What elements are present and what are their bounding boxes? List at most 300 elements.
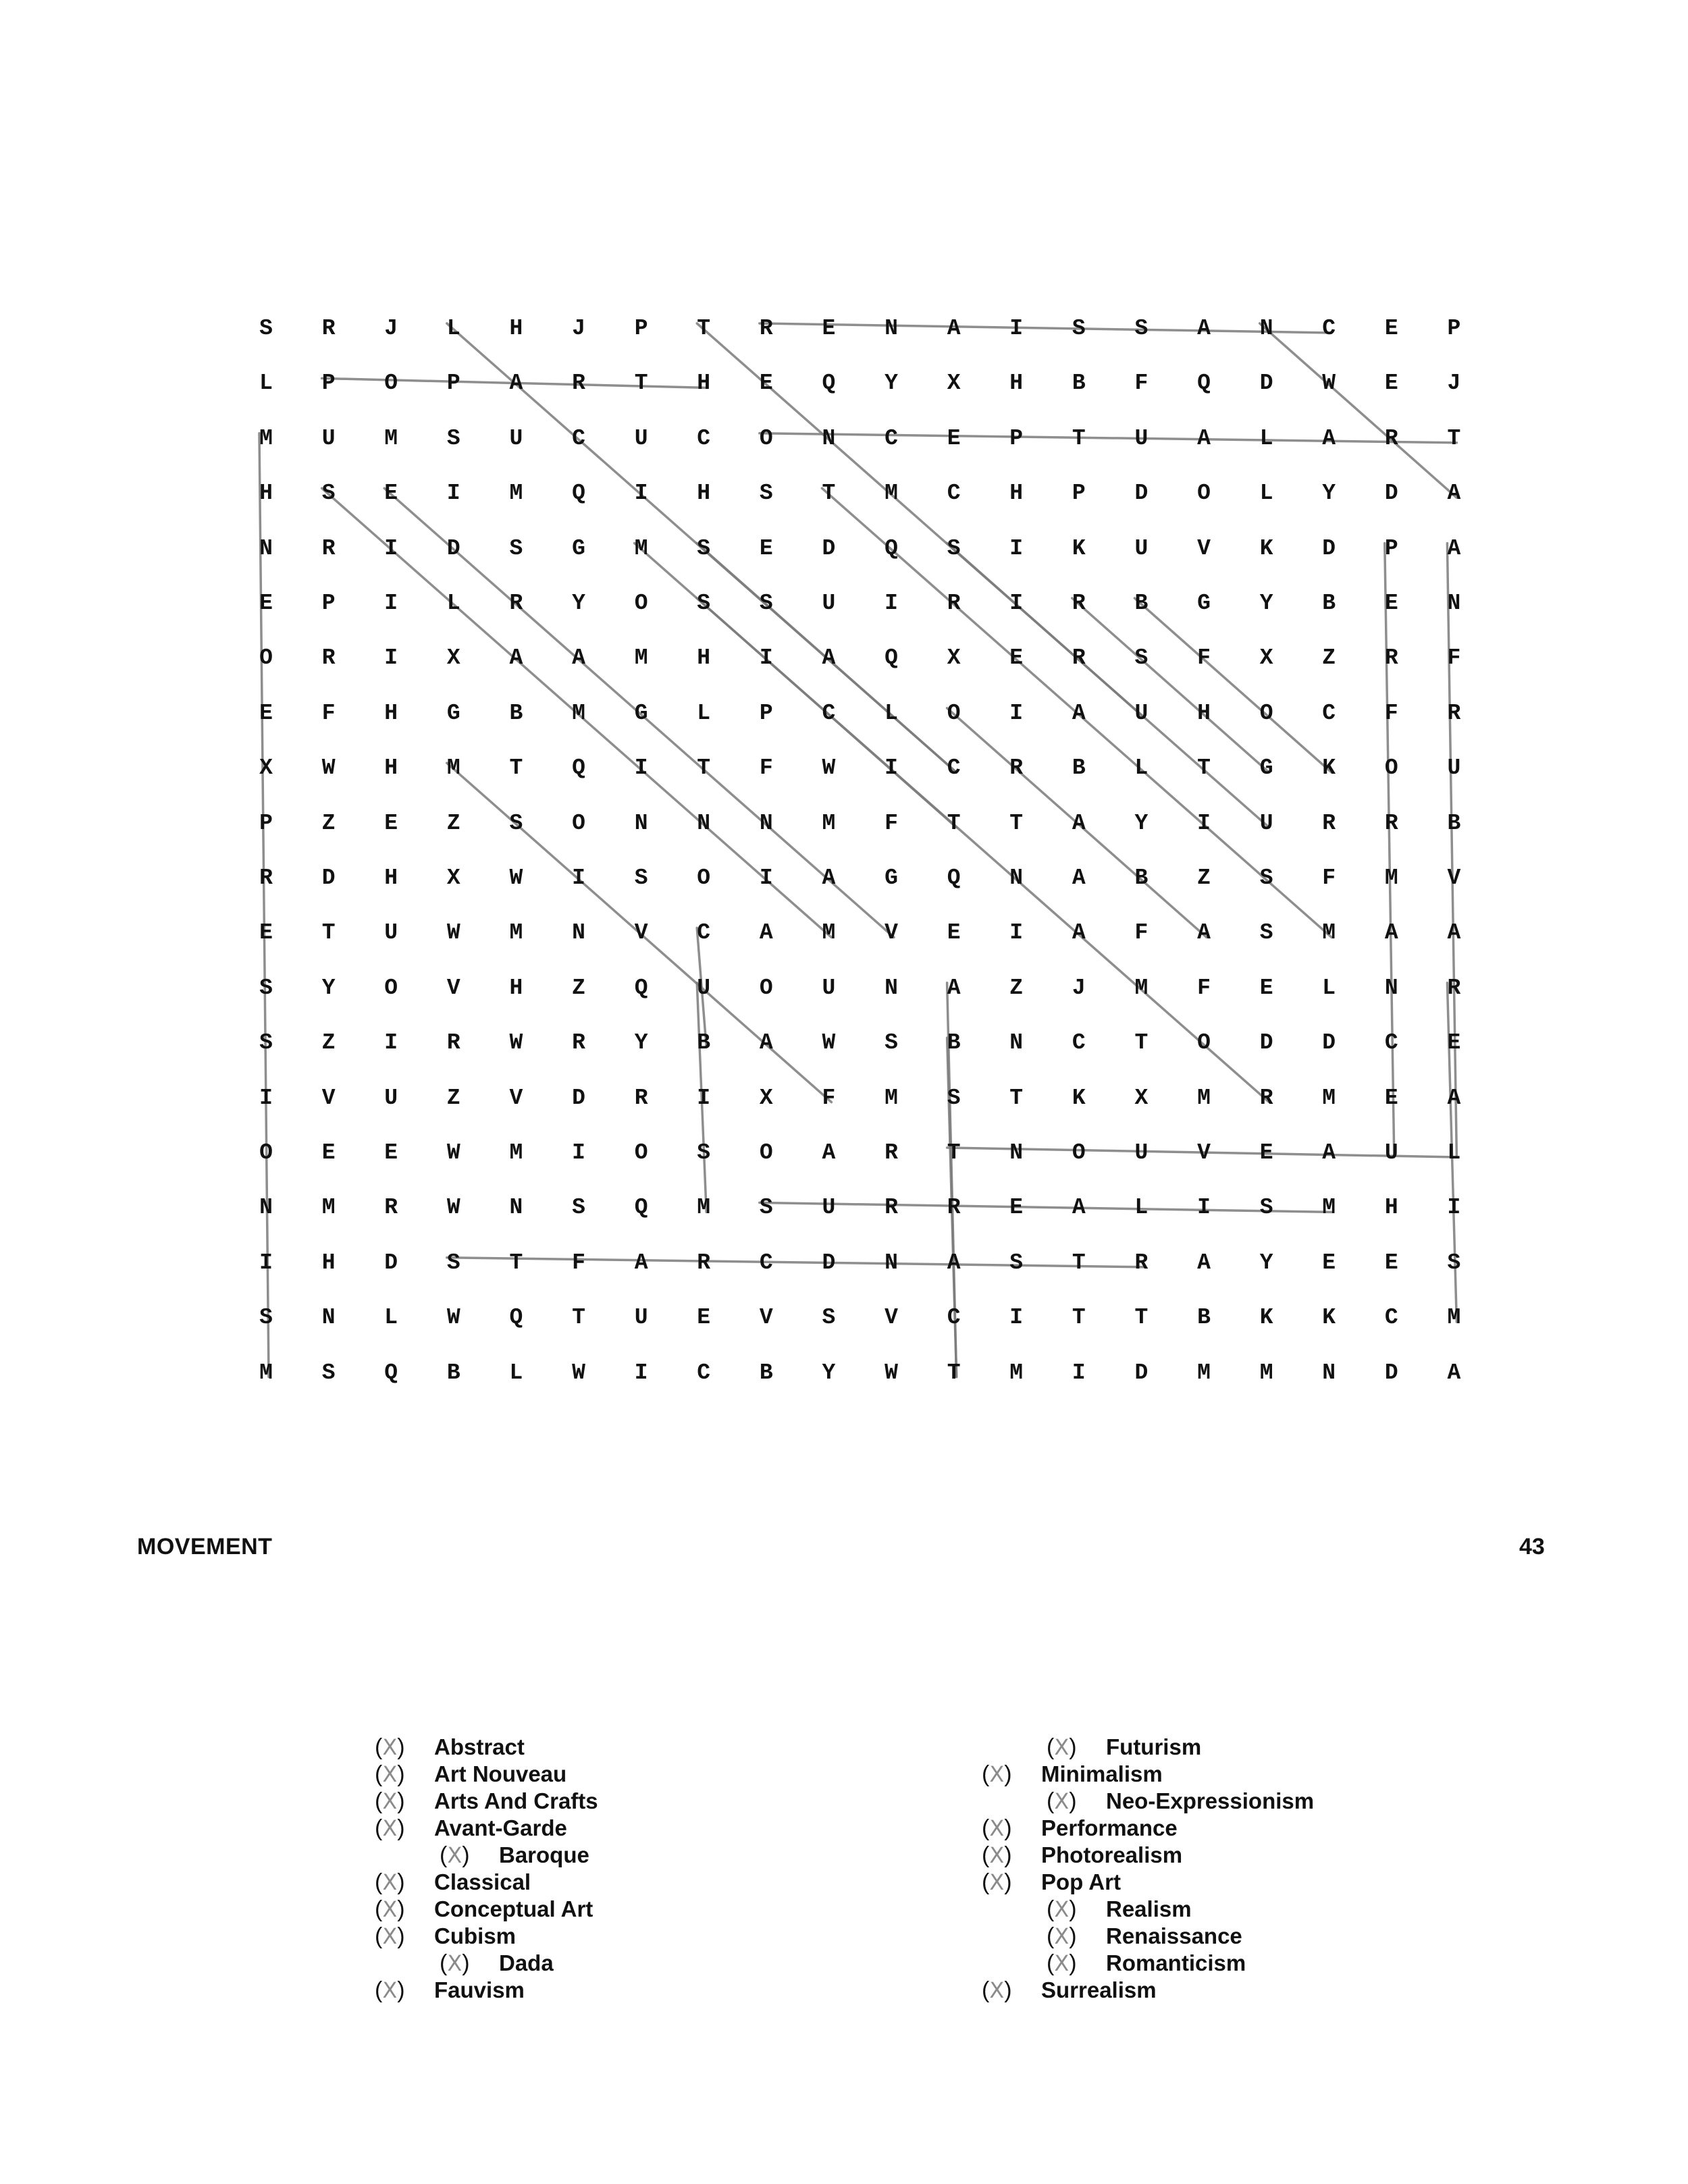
grid-letter: O	[1197, 481, 1211, 506]
grid-letter: N	[259, 1195, 273, 1221]
grid-letter: M	[1322, 920, 1336, 946]
word-label: Neo-Expressionism	[1106, 1788, 1315, 1813]
grid-letter: A	[1072, 920, 1086, 946]
grid-letter: D	[1259, 1030, 1273, 1056]
grid-letter: W	[509, 865, 523, 890]
grid-letter: H	[321, 1250, 336, 1275]
found-checkmark: (X)	[982, 1815, 1012, 1841]
grid-letter: R	[697, 1250, 711, 1275]
grid-letter: T	[822, 481, 836, 506]
grid-letter: I	[384, 1030, 398, 1056]
grid-letter: W	[446, 1305, 460, 1331]
grid-letter: O	[634, 591, 648, 616]
grid-letter: E	[1009, 1195, 1024, 1221]
grid-letter: Z	[1322, 645, 1336, 671]
grid-letter: A	[1072, 810, 1086, 836]
word-label: Dada	[499, 1950, 554, 1975]
grid-letter: A	[1384, 920, 1398, 946]
word-list-item	[375, 1869, 531, 1896]
grid-letter: W	[446, 1140, 460, 1165]
grid-letter: W	[321, 755, 336, 781]
grid-letter: U	[384, 920, 398, 946]
grid-letter: Y	[1259, 591, 1273, 616]
grid-letter: E	[1259, 975, 1273, 1001]
grid-letter: X	[759, 1085, 773, 1111]
grid-letter: G	[1259, 755, 1273, 781]
grid-letter: M	[1197, 1360, 1211, 1385]
grid-letter: P	[1009, 425, 1024, 451]
grid-letter: N	[259, 535, 273, 561]
grid-letter: B	[1072, 371, 1086, 396]
grid-letter: S	[509, 810, 523, 836]
grid-letter: A	[634, 1250, 648, 1275]
grid-letter: E	[759, 535, 773, 561]
word-list-item	[982, 1761, 1163, 1788]
grid-letter: Z	[321, 810, 336, 836]
grid-letter: D	[1384, 481, 1398, 506]
grid-letter: I	[1009, 1305, 1024, 1331]
word-list-item	[375, 1815, 567, 1842]
found-checkmark: (X)	[375, 1977, 405, 2003]
word-list-item	[1047, 1896, 1192, 1923]
grid-letter: V	[634, 920, 648, 946]
grid-letter: B	[759, 1360, 773, 1385]
word-list-item	[375, 1788, 598, 1815]
grid-letter: M	[446, 755, 460, 781]
grid-letter: U	[634, 1305, 648, 1331]
grid-letter: A	[1322, 425, 1336, 451]
grid-letter: N	[634, 810, 648, 836]
grid-letter: A	[1072, 700, 1086, 726]
grid-letter: T	[1197, 755, 1211, 781]
grid-letter: I	[1447, 1195, 1461, 1221]
grid-letter: P	[321, 371, 336, 396]
grid-letter: M	[1134, 975, 1149, 1001]
grid-letter: M	[885, 1085, 898, 1111]
grid-letter: L	[259, 371, 273, 396]
grid-letter: T	[509, 755, 523, 781]
grid-letter: M	[509, 1140, 523, 1165]
grid-letter: S	[1259, 865, 1273, 890]
grid-letter: D	[1134, 481, 1149, 506]
grid-letter: R	[1384, 645, 1398, 671]
grid-letter: S	[1134, 316, 1149, 341]
found-checkmark: (X)	[440, 1950, 470, 1976]
checkmark-icon: X	[382, 1761, 398, 1787]
grid-letter: O	[1197, 1030, 1211, 1056]
grid-letter: D	[572, 1085, 585, 1111]
grid-letter: Q	[572, 755, 585, 781]
grid-letter: K	[1259, 535, 1273, 561]
grid-letter: O	[759, 1140, 773, 1165]
grid-letter: V	[1447, 865, 1461, 890]
grid-letter: A	[947, 316, 961, 341]
grid-letter: E	[1447, 1030, 1461, 1056]
grid-letter: M	[1259, 1360, 1273, 1385]
grid-letter: I	[634, 481, 648, 506]
grid-letter: D	[822, 1250, 836, 1275]
grid-letter: M	[885, 481, 898, 506]
grid-letter: T	[572, 1305, 585, 1331]
word-list-item	[1047, 1734, 1201, 1761]
grid-letter: M	[1447, 1305, 1461, 1331]
grid-letter: O	[947, 700, 961, 726]
grid-letter: R	[1259, 1085, 1273, 1111]
grid-letter: O	[634, 1140, 648, 1165]
grid-letter: U	[509, 425, 523, 451]
grid-letter: F	[1134, 371, 1149, 396]
checkmark-icon: X	[989, 1869, 1005, 1895]
grid-letter: M	[509, 481, 523, 506]
grid-letter: J	[384, 316, 398, 341]
grid-letter: Y	[634, 1030, 648, 1056]
grid-letter: R	[321, 645, 336, 671]
grid-letter: E	[1322, 1250, 1336, 1275]
grid-letter: C	[947, 481, 961, 506]
grid-letter: E	[384, 481, 398, 506]
grid-letter: P	[446, 371, 460, 396]
grid-letter: L	[1134, 1195, 1149, 1221]
grid-letter: X	[1259, 645, 1273, 671]
grid-letter: N	[1384, 975, 1398, 1001]
grid-letter: T	[1447, 425, 1461, 451]
grid-letter: I	[1009, 316, 1024, 341]
grid-letter: D	[321, 865, 336, 890]
grid-letter: T	[947, 1360, 961, 1385]
grid-letter: H	[1009, 481, 1024, 506]
grid-letter: L	[509, 1360, 523, 1385]
word-list-item	[375, 1977, 525, 2004]
grid-letter: Z	[321, 1030, 336, 1056]
grid-letter: I	[759, 645, 773, 671]
grid-letter: T	[947, 810, 961, 836]
grid-letter: B	[1447, 810, 1461, 836]
grid-letter: I	[885, 755, 898, 781]
word-label: Avant-Garde	[434, 1815, 567, 1840]
grid-letter: R	[572, 371, 585, 396]
grid-letter: E	[822, 316, 836, 341]
grid-letter: A	[822, 865, 836, 890]
grid-letter: F	[885, 810, 898, 836]
grid-letter: F	[1134, 920, 1149, 946]
grid-letter: F	[1384, 700, 1398, 726]
grid-letter: E	[697, 1305, 711, 1331]
checkmark-icon: X	[989, 1761, 1005, 1787]
grid-letter: Q	[822, 371, 836, 396]
grid-letter: S	[759, 591, 773, 616]
grid-letter: U	[1259, 810, 1273, 836]
grid-letter: W	[1322, 371, 1336, 396]
checkmark-icon: X	[382, 1869, 398, 1895]
grid-letter: K	[1322, 755, 1336, 781]
grid-letter: D	[1322, 535, 1336, 561]
grid-letter: O	[759, 425, 773, 451]
grid-letter: D	[1259, 371, 1273, 396]
grid-letter: S	[759, 481, 773, 506]
found-checkmark: (X)	[375, 1815, 405, 1841]
grid-letter: A	[1197, 920, 1211, 946]
grid-letter: I	[572, 865, 585, 890]
grid-letter: Y	[1259, 1250, 1273, 1275]
grid-letter: E	[947, 425, 961, 451]
found-word-stroke	[447, 1258, 1144, 1267]
grid-letter: S	[947, 535, 961, 561]
grid-letter: U	[1134, 700, 1149, 726]
grid-letter: R	[572, 1030, 585, 1056]
grid-letter: N	[1009, 865, 1024, 890]
grid-letter: L	[885, 700, 898, 726]
grid-letter: L	[697, 700, 711, 726]
grid-letter: B	[509, 700, 523, 726]
grid-letter: Q	[634, 975, 648, 1001]
grid-letter: K	[1322, 1305, 1336, 1331]
grid-letter: A	[947, 1250, 961, 1275]
grid-letter: O	[384, 975, 398, 1001]
grid-letter: J	[1072, 975, 1086, 1001]
grid-letter: V	[321, 1085, 336, 1111]
found-checkmark: (X)	[1047, 1950, 1077, 1976]
word-label: Performance	[1041, 1815, 1178, 1840]
grid-letter: I	[259, 1085, 273, 1111]
grid-letter: V	[759, 1305, 773, 1331]
grid-letter: M	[509, 920, 523, 946]
checkmark-icon: X	[1054, 1734, 1070, 1760]
word-label: Cubism	[434, 1923, 517, 1948]
grid-letter: C	[947, 755, 961, 781]
grid-letter: E	[1259, 1140, 1273, 1165]
grid-letter: S	[634, 865, 648, 890]
grid-letter: R	[759, 316, 773, 341]
grid-letter: O	[384, 371, 398, 396]
grid-letter: N	[697, 810, 711, 836]
grid-letter: C	[759, 1250, 773, 1275]
grid-letter: S	[321, 481, 336, 506]
grid-letter: R	[1072, 645, 1086, 671]
grid-letter: D	[822, 535, 836, 561]
grid-letter: Y	[321, 975, 336, 1001]
grid-letter: O	[1072, 1140, 1086, 1165]
grid-letter: K	[1259, 1305, 1273, 1331]
grid-letter: E	[384, 1140, 398, 1165]
grid-letter: T	[634, 371, 648, 396]
grid-letter: A	[509, 645, 523, 671]
checkmark-icon: X	[1054, 1923, 1070, 1949]
grid-letter: T	[697, 755, 711, 781]
grid-letter: C	[697, 920, 711, 946]
grid-letter: F	[321, 700, 336, 726]
grid-letter: E	[259, 591, 273, 616]
grid-letter: R	[947, 591, 961, 616]
grid-letter: S	[822, 1305, 836, 1331]
checkmark-icon: X	[989, 1815, 1005, 1841]
grid-letter: I	[885, 591, 898, 616]
grid-letter: E	[1384, 371, 1398, 396]
grid-letter: N	[509, 1195, 523, 1221]
grid-letter: C	[1384, 1305, 1398, 1331]
grid-letter: M	[822, 920, 836, 946]
grid-letter: N	[1009, 1030, 1024, 1056]
grid-letter: V	[1197, 535, 1211, 561]
grid-letter: E	[259, 700, 273, 726]
found-checkmark: (X)	[375, 1788, 405, 1814]
grid-letter: G	[634, 700, 648, 726]
found-word-stroke	[259, 433, 269, 1377]
word-list-item	[375, 1896, 593, 1923]
grid-letter: R	[1447, 975, 1461, 1001]
grid-letter: I	[384, 535, 398, 561]
grid-letter: T	[1009, 810, 1024, 836]
grid-letter: Y	[1322, 481, 1336, 506]
grid-letter: I	[1197, 810, 1211, 836]
grid-letter: Z	[572, 975, 585, 1001]
grid-letter: U	[1134, 1140, 1149, 1165]
grid-letter: R	[259, 865, 273, 890]
grid-letter: A	[822, 645, 836, 671]
grid-letter: U	[822, 975, 836, 1001]
word-label: Futurism	[1106, 1734, 1202, 1759]
grid-letter: Q	[572, 481, 585, 506]
grid-letter: B	[1072, 755, 1086, 781]
grid-letter: K	[1072, 1085, 1086, 1111]
grid-letter: A	[1447, 535, 1461, 561]
grid-letter: X	[446, 865, 460, 890]
grid-letter: R	[885, 1140, 898, 1165]
grid-letter: H	[384, 755, 398, 781]
grid-letter: S	[321, 1360, 336, 1385]
grid-letter: E	[1384, 1085, 1398, 1111]
grid-letter: Y	[1134, 810, 1149, 836]
grid-letter: E	[1384, 316, 1398, 341]
grid-letter: Y	[572, 591, 585, 616]
grid-letter: I	[634, 1360, 648, 1385]
grid-letter: I	[1009, 535, 1024, 561]
grid-letter: F	[1322, 865, 1336, 890]
grid-letter: C	[885, 425, 898, 451]
grid-letter: E	[1009, 645, 1024, 671]
grid-letter: N	[885, 975, 898, 1001]
grid-letter: C	[1322, 316, 1336, 341]
grid-letter: A	[1197, 1250, 1211, 1275]
grid-letter: S	[947, 1085, 961, 1111]
grid-letter: X	[446, 645, 460, 671]
grid-letter: P	[759, 700, 773, 726]
word-label: Arts And Crafts	[434, 1788, 598, 1813]
grid-letter: N	[321, 1305, 336, 1331]
grid-letter: T	[947, 1140, 961, 1165]
grid-letter: H	[509, 316, 523, 341]
grid-letter: Z	[1197, 865, 1211, 890]
grid-letter: S	[1072, 316, 1086, 341]
word-label: Realism	[1106, 1896, 1192, 1921]
grid-letter: C	[1384, 1030, 1398, 1056]
checkmark-icon: X	[382, 1923, 398, 1949]
grid-letter: G	[446, 700, 460, 726]
checkmark-icon: X	[447, 1842, 463, 1868]
grid-letter: H	[697, 645, 711, 671]
grid-letter: I	[259, 1250, 273, 1275]
grid-letter: E	[1384, 591, 1398, 616]
grid-letter: W	[885, 1360, 898, 1385]
grid-letter: J	[1447, 371, 1461, 396]
grid-letter: W	[509, 1030, 523, 1056]
grid-letter: S	[259, 1305, 273, 1331]
grid-letter: L	[1447, 1140, 1461, 1165]
grid-letter: P	[1072, 481, 1086, 506]
grid-letter: P	[1384, 535, 1398, 561]
grid-letter: B	[1197, 1305, 1211, 1331]
grid-letter: W	[572, 1360, 585, 1385]
grid-letter: D	[446, 535, 460, 561]
grid-letter: W	[446, 1195, 460, 1221]
grid-letter: U	[1384, 1140, 1398, 1165]
grid-letter: S	[1134, 645, 1149, 671]
grid-letter: F	[822, 1085, 836, 1111]
grid-letter: Y	[885, 371, 898, 396]
word-label: Art Nouveau	[434, 1761, 567, 1786]
checkmark-icon: X	[382, 1896, 398, 1922]
word-label: Renaissance	[1106, 1923, 1242, 1948]
word-list-item	[440, 1842, 589, 1869]
word-label: Photorealism	[1041, 1842, 1183, 1867]
grid-letter: I	[572, 1140, 585, 1165]
grid-letter: S	[885, 1030, 898, 1056]
grid-letter: A	[1447, 920, 1461, 946]
grid-letter: A	[509, 371, 523, 396]
grid-letter: Q	[947, 865, 961, 890]
grid-letter: M	[822, 810, 836, 836]
grid-letter: X	[947, 645, 961, 671]
grid-letter: F	[1197, 645, 1211, 671]
grid-letter: B	[446, 1360, 460, 1385]
grid-letter: C	[697, 425, 711, 451]
found-checkmark: (X)	[1047, 1734, 1077, 1760]
grid-letter: P	[1447, 316, 1461, 341]
grid-letter: M	[1322, 1195, 1336, 1221]
grid-letter: R	[1009, 755, 1024, 781]
grid-letter: R	[947, 1195, 961, 1221]
grid-letter: W	[822, 755, 836, 781]
grid-letter: M	[697, 1195, 711, 1221]
grid-letter: N	[1259, 316, 1273, 341]
grid-letter: G	[885, 865, 898, 890]
grid-letter: T	[321, 920, 336, 946]
grid-letter: Z	[446, 810, 460, 836]
grid-letter: U	[1447, 755, 1461, 781]
grid-letter: B	[1322, 591, 1336, 616]
grid-letter: M	[1197, 1085, 1211, 1111]
word-list-item	[375, 1923, 516, 1950]
grid-letter: T	[1072, 425, 1086, 451]
grid-letter: O	[259, 645, 273, 671]
word-label: Baroque	[499, 1842, 589, 1867]
found-word-stroke	[947, 543, 1144, 718]
grid-letter: L	[384, 1305, 398, 1331]
grid-letter: U	[1134, 425, 1149, 451]
grid-letter: R	[1322, 810, 1336, 836]
found-word-stroke	[760, 433, 1457, 443]
grid-letter: O	[759, 975, 773, 1001]
grid-letter: C	[1322, 700, 1336, 726]
grid-letter: S	[446, 1250, 460, 1275]
grid-letter: G	[572, 535, 585, 561]
grid-letter: U	[822, 1195, 836, 1221]
grid-letter: A	[759, 1030, 773, 1056]
checkmark-icon: X	[1054, 1950, 1070, 1976]
grid-letter: H	[697, 371, 711, 396]
grid-letter: P	[259, 810, 273, 836]
grid-letter: E	[384, 810, 398, 836]
grid-letter: U	[1134, 535, 1149, 561]
